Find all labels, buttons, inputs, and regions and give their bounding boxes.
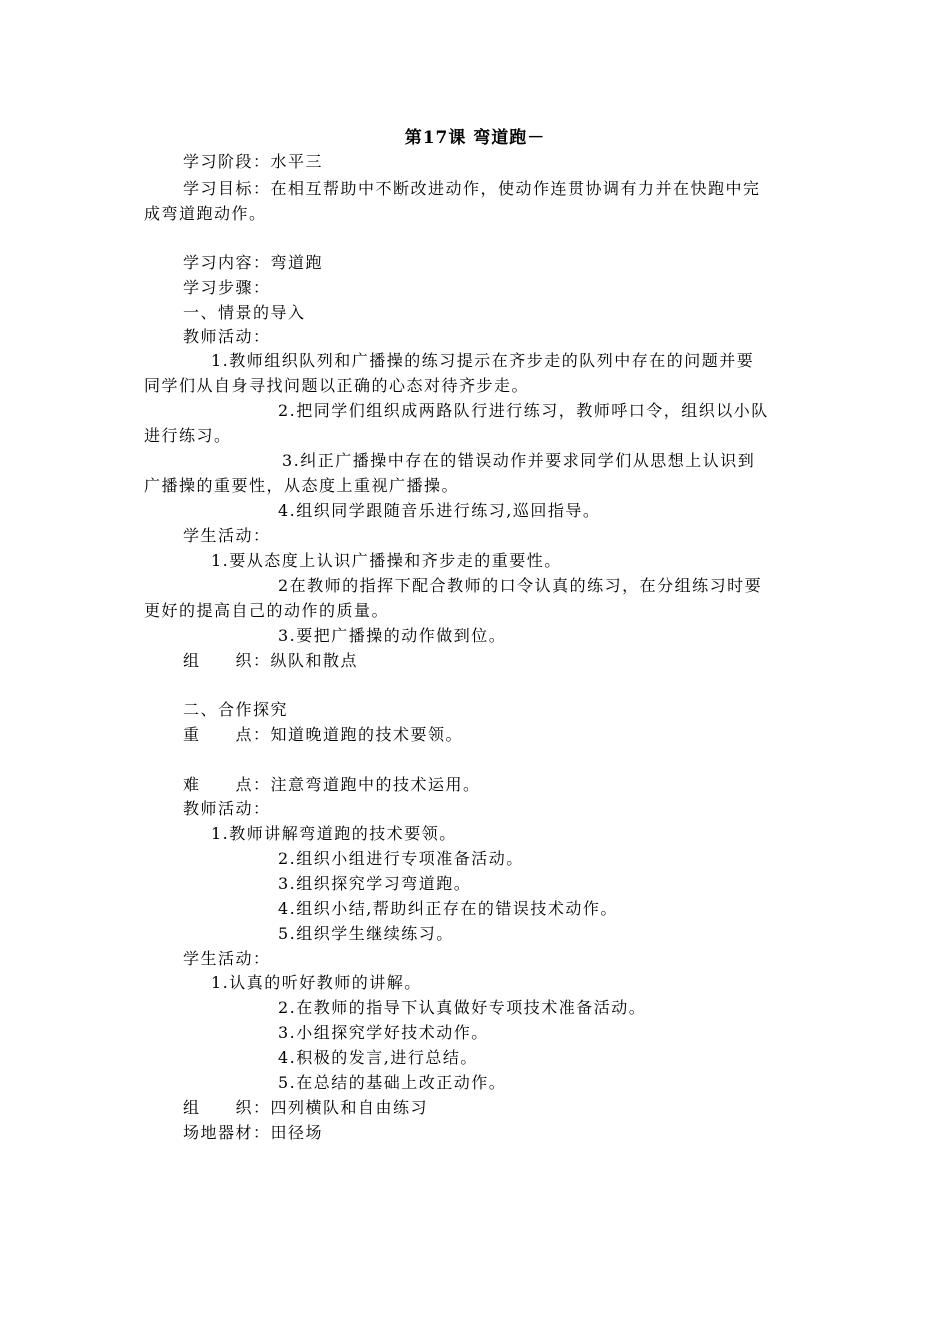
section1-student-label: 学生活动： [183, 526, 271, 545]
section1-teacher-label: 教师活动： [183, 327, 271, 346]
section1-teacher-item1-line1: 1.教师组织队列和广播操的练习提示在齐步走的队列中存在的问题并要 [211, 351, 755, 370]
section2-teacher-item1: 1.教师讲解弯道跑的技术要领。 [211, 824, 457, 843]
section1-teacher-item3-line1: 3.纠正广播操中存在的错误动作并要求同学们从思想上认识到 [282, 451, 756, 470]
section2-venue-equipment: 场地器材：田径场 [183, 1123, 324, 1142]
section1-heading: 一、情景的导入 [183, 303, 306, 322]
learning-goal-line2: 成弯道跑动作。 [144, 204, 267, 223]
section2-student-item4: 4.积极的发言,进行总结。 [278, 1048, 478, 1067]
section2-heading: 二、合作探究 [183, 700, 289, 719]
section1-student-item3: 3.要把广播操的动作做到位。 [278, 626, 507, 645]
section1-teacher-item3-line2: 广播操的重要性，从态度上重视广播操。 [144, 476, 460, 495]
section1-student-item2-line1: 2在教师的指挥下配合教师的口令认真的练习，在分组练习时要 [278, 576, 763, 595]
section1-organization: 组 织：纵队和散点 [183, 651, 359, 670]
section1-student-item2-line2: 更好的提高自己的动作的质量。 [144, 601, 390, 620]
section2-student-item5: 5.在总结的基础上改正动作。 [278, 1073, 507, 1092]
learning-goal-line1: 学习目标：在相互帮助中不断改进动作，使动作连贯协调有力并在快跑中完 [183, 179, 761, 198]
section1-teacher-item2-line1: 2.把同学们组织成两路队行进行练习，教师呼口令，组织以小队 [278, 401, 769, 420]
learning-content: 学习内容：弯道跑 [183, 253, 324, 272]
section2-student-item2: 2.在教师的指导下认真做好专项技术准备活动。 [278, 998, 647, 1017]
section2-organization: 组 织：四列横队和自由练习 [183, 1098, 429, 1117]
section2-key-point: 重 点：知道晚道跑的技术要领。 [183, 725, 464, 744]
section2-teacher-label: 教师活动： [183, 799, 271, 818]
learning-steps-label: 学习步骤： [183, 278, 271, 297]
section2-student-item3: 3.小组探究学好技术动作。 [278, 1023, 489, 1042]
section2-student-item1: 1.认真的听好教师的讲解。 [211, 973, 422, 992]
learning-stage: 学习阶段：水平三 [183, 152, 324, 171]
section1-teacher-item1-line2: 同学们从自身寻找问题以正确的心态对待齐步走。 [144, 376, 530, 395]
section1-teacher-item4: 4.组织同学跟随音乐进行练习,巡回指导。 [278, 501, 601, 520]
section2-teacher-item4: 4.组织小结,帮助纠正存在的错误技术动作。 [278, 899, 618, 918]
section2-difficulty: 难 点：注意弯道跑中的技术运用。 [183, 775, 481, 794]
section1-teacher-item2-line2: 进行练习。 [144, 426, 232, 445]
lesson-title: 第17课 弯道跑－ [404, 128, 546, 148]
section2-teacher-item5: 5.组织学生继续练习。 [278, 924, 454, 943]
section1-student-item1: 1.要从态度上认识广播操和齐步走的重要性。 [211, 551, 562, 570]
section2-student-label: 学生活动： [183, 949, 271, 968]
section2-teacher-item3: 3.组织探究学习弯道跑。 [278, 874, 472, 893]
section2-teacher-item2: 2.组织小组进行专项准备活动。 [278, 849, 524, 868]
